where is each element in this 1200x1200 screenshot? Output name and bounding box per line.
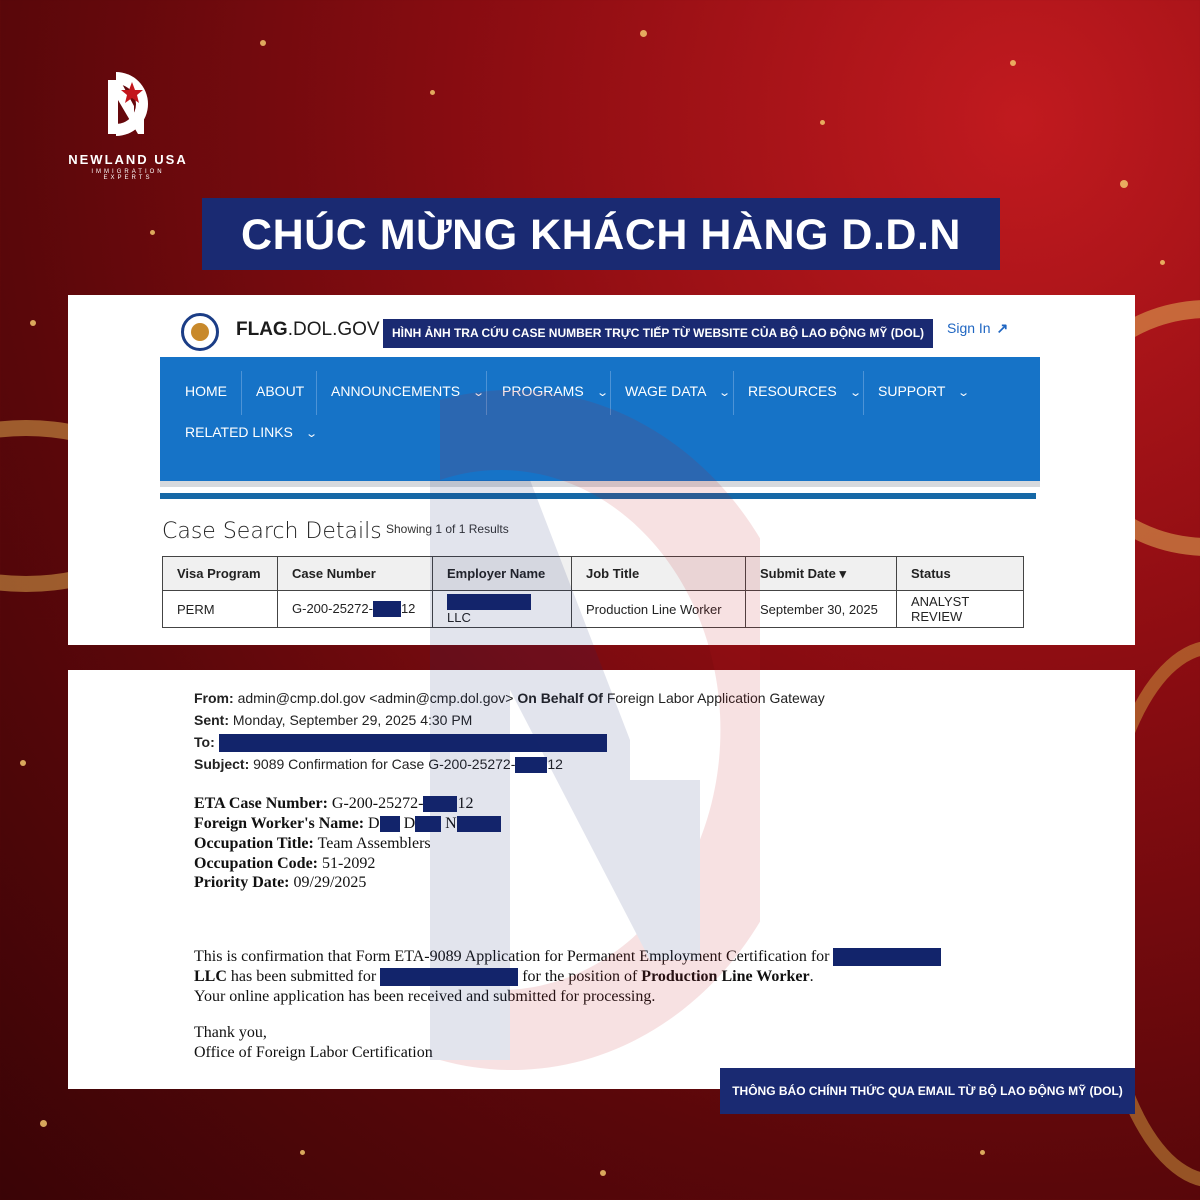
cell-employer-name: LLC [433,591,572,628]
divider [160,493,1036,499]
brand-logo [66,62,190,181]
chevron-down-icon: ⌄ [472,387,486,399]
case-search-title: Case Search Details [162,519,382,544]
results-count: Showing 1 of 1 Results [386,522,509,536]
nav-item-related-links[interactable]: RELATED LINKS ⌄ [185,424,318,440]
closing-office: Office of Foreign Labor Certification [194,1044,433,1061]
sign-in-link[interactable]: Sign In ↗ [947,320,1009,336]
sparkle [1160,260,1165,265]
sparkle [600,1170,606,1176]
email-from-line: From: admin@cmp.dol.gov <admin@cmp.dol.gov> On Behalf Of Foreign Labor Application Gateway [194,690,825,706]
divider [160,481,1040,487]
chevron-down-icon: ⌄ [718,387,732,399]
col-case-number[interactable]: Case Number [278,557,433,591]
cell-job-title: Production Line Worker [572,591,746,628]
external-link-icon: ↗ [996,320,1009,336]
dol-seal-icon [181,313,219,351]
newland-nd-logo-icon [86,62,170,146]
sparkle [1010,60,1016,66]
chevron-down-icon: ⌄ [957,387,971,399]
redaction-box [219,734,607,752]
col-job-title[interactable]: Job Title [572,557,746,591]
cell-status: ANALYST REVIEW [897,591,1024,628]
chevron-down-icon: ⌄ [848,387,862,399]
closing-thanks: Thank you, [194,1024,267,1041]
sparkle [640,30,647,37]
nav-item-home[interactable]: HOME [185,383,227,399]
cell-case-number[interactable]: G-200-25272- 12 [278,591,433,628]
sparkle [30,320,36,326]
col-visa-program[interactable]: Visa Program [163,557,278,591]
main-nav [160,357,1040,482]
redaction-box [515,757,547,773]
occupation-title: Occupation Title: Team Assemblers [194,835,431,852]
nav-item-support[interactable]: SUPPORT ⌄ [878,383,971,399]
email-callout-label: THÔNG BÁO CHÍNH THỨC QUA EMAIL TỪ BỘ LAO ĐỘNG MỸ (DOL) [720,1068,1135,1114]
sparkle [980,1150,985,1155]
redaction-box [423,796,457,812]
sparkle [1120,180,1128,188]
cell-submit-date: September 30, 2025 [746,591,897,628]
table-header-row [163,557,1024,591]
redaction-box [833,948,941,966]
headline-banner: CHÚC MỪNG KHÁCH HÀNG D.D.N [202,198,1000,270]
redaction-box [380,816,400,832]
nav-item-wage-data[interactable]: WAGE DATA ⌄ [625,383,732,399]
sparkle [20,760,26,766]
col-status[interactable]: Status [897,557,1024,591]
col-submit-date[interactable]: Submit Date ▾ [746,557,897,591]
col-employer-name[interactable]: Employer Name [433,557,572,591]
dol-website-panel [68,295,1135,645]
nav-item-announcements[interactable]: ANNOUNCEMENTS ⌄ [331,383,486,399]
email-panel [68,670,1135,1089]
email-to-line: To: [194,734,607,752]
site-name[interactable]: FLAG.DOL.GOV [236,319,380,340]
chevron-down-icon: ⌄ [305,428,318,440]
priority-date: Priority Date: 09/29/2025 [194,874,367,891]
confirmation-text-line1: This is confirmation that Form ETA-9089 Application for Permanent Employment Certification for [194,948,941,966]
email-sent-line: Sent: Monday, September 29, 2025 4:30 PM [194,712,473,728]
redaction-box [415,816,441,832]
case-results-table [162,556,1024,628]
brand-name: NEWLAND USA [68,152,188,167]
nav-item-programs[interactable]: PROGRAMS ⌄ [502,383,609,399]
foreign-worker-name: Foreign Worker's Name: D D N [194,815,501,833]
sparkle [300,1150,305,1155]
sparkle [430,90,435,95]
sparkle [820,120,825,125]
redaction-box [373,601,401,617]
sparkle [260,40,266,46]
confirmation-text-line3: Your online application has been received and submitted for processing. [194,988,656,1005]
confirmation-text-line2: LLC has been submitted for for the position of Production Line Worker. [194,968,814,985]
email-subject-line: Subject: 9089 Confirmation for Case G-200-25272- 12 [194,756,563,772]
chevron-down-icon: ⌄ [595,387,609,399]
eta-case-number: ETA Case Number: G-200-25272- 12 [194,795,474,812]
nav-item-about[interactable]: ABOUT [256,383,305,399]
redaction-box [380,968,518,986]
sparkle [40,1120,47,1127]
nav-item-resources[interactable]: RESOURCES ⌄ [748,383,862,399]
brand-tagline: IMMIGRATION EXPERTS [91,169,165,181]
table-row[interactable] [163,591,1024,628]
sparkle [150,230,155,235]
sort-desc-icon: ▾ [839,565,846,581]
redaction-box [457,816,501,832]
website-callout-label: HÌNH ẢNH TRA CỨU CASE NUMBER TRỰC TIẾP TỪ WEBSITE CỦA BỘ LAO ĐỘNG MỸ (DOL) [383,319,933,348]
redaction-box [447,594,531,610]
cell-visa-program: PERM [163,591,278,628]
occupation-code: Occupation Code: 51-2092 [194,855,376,872]
